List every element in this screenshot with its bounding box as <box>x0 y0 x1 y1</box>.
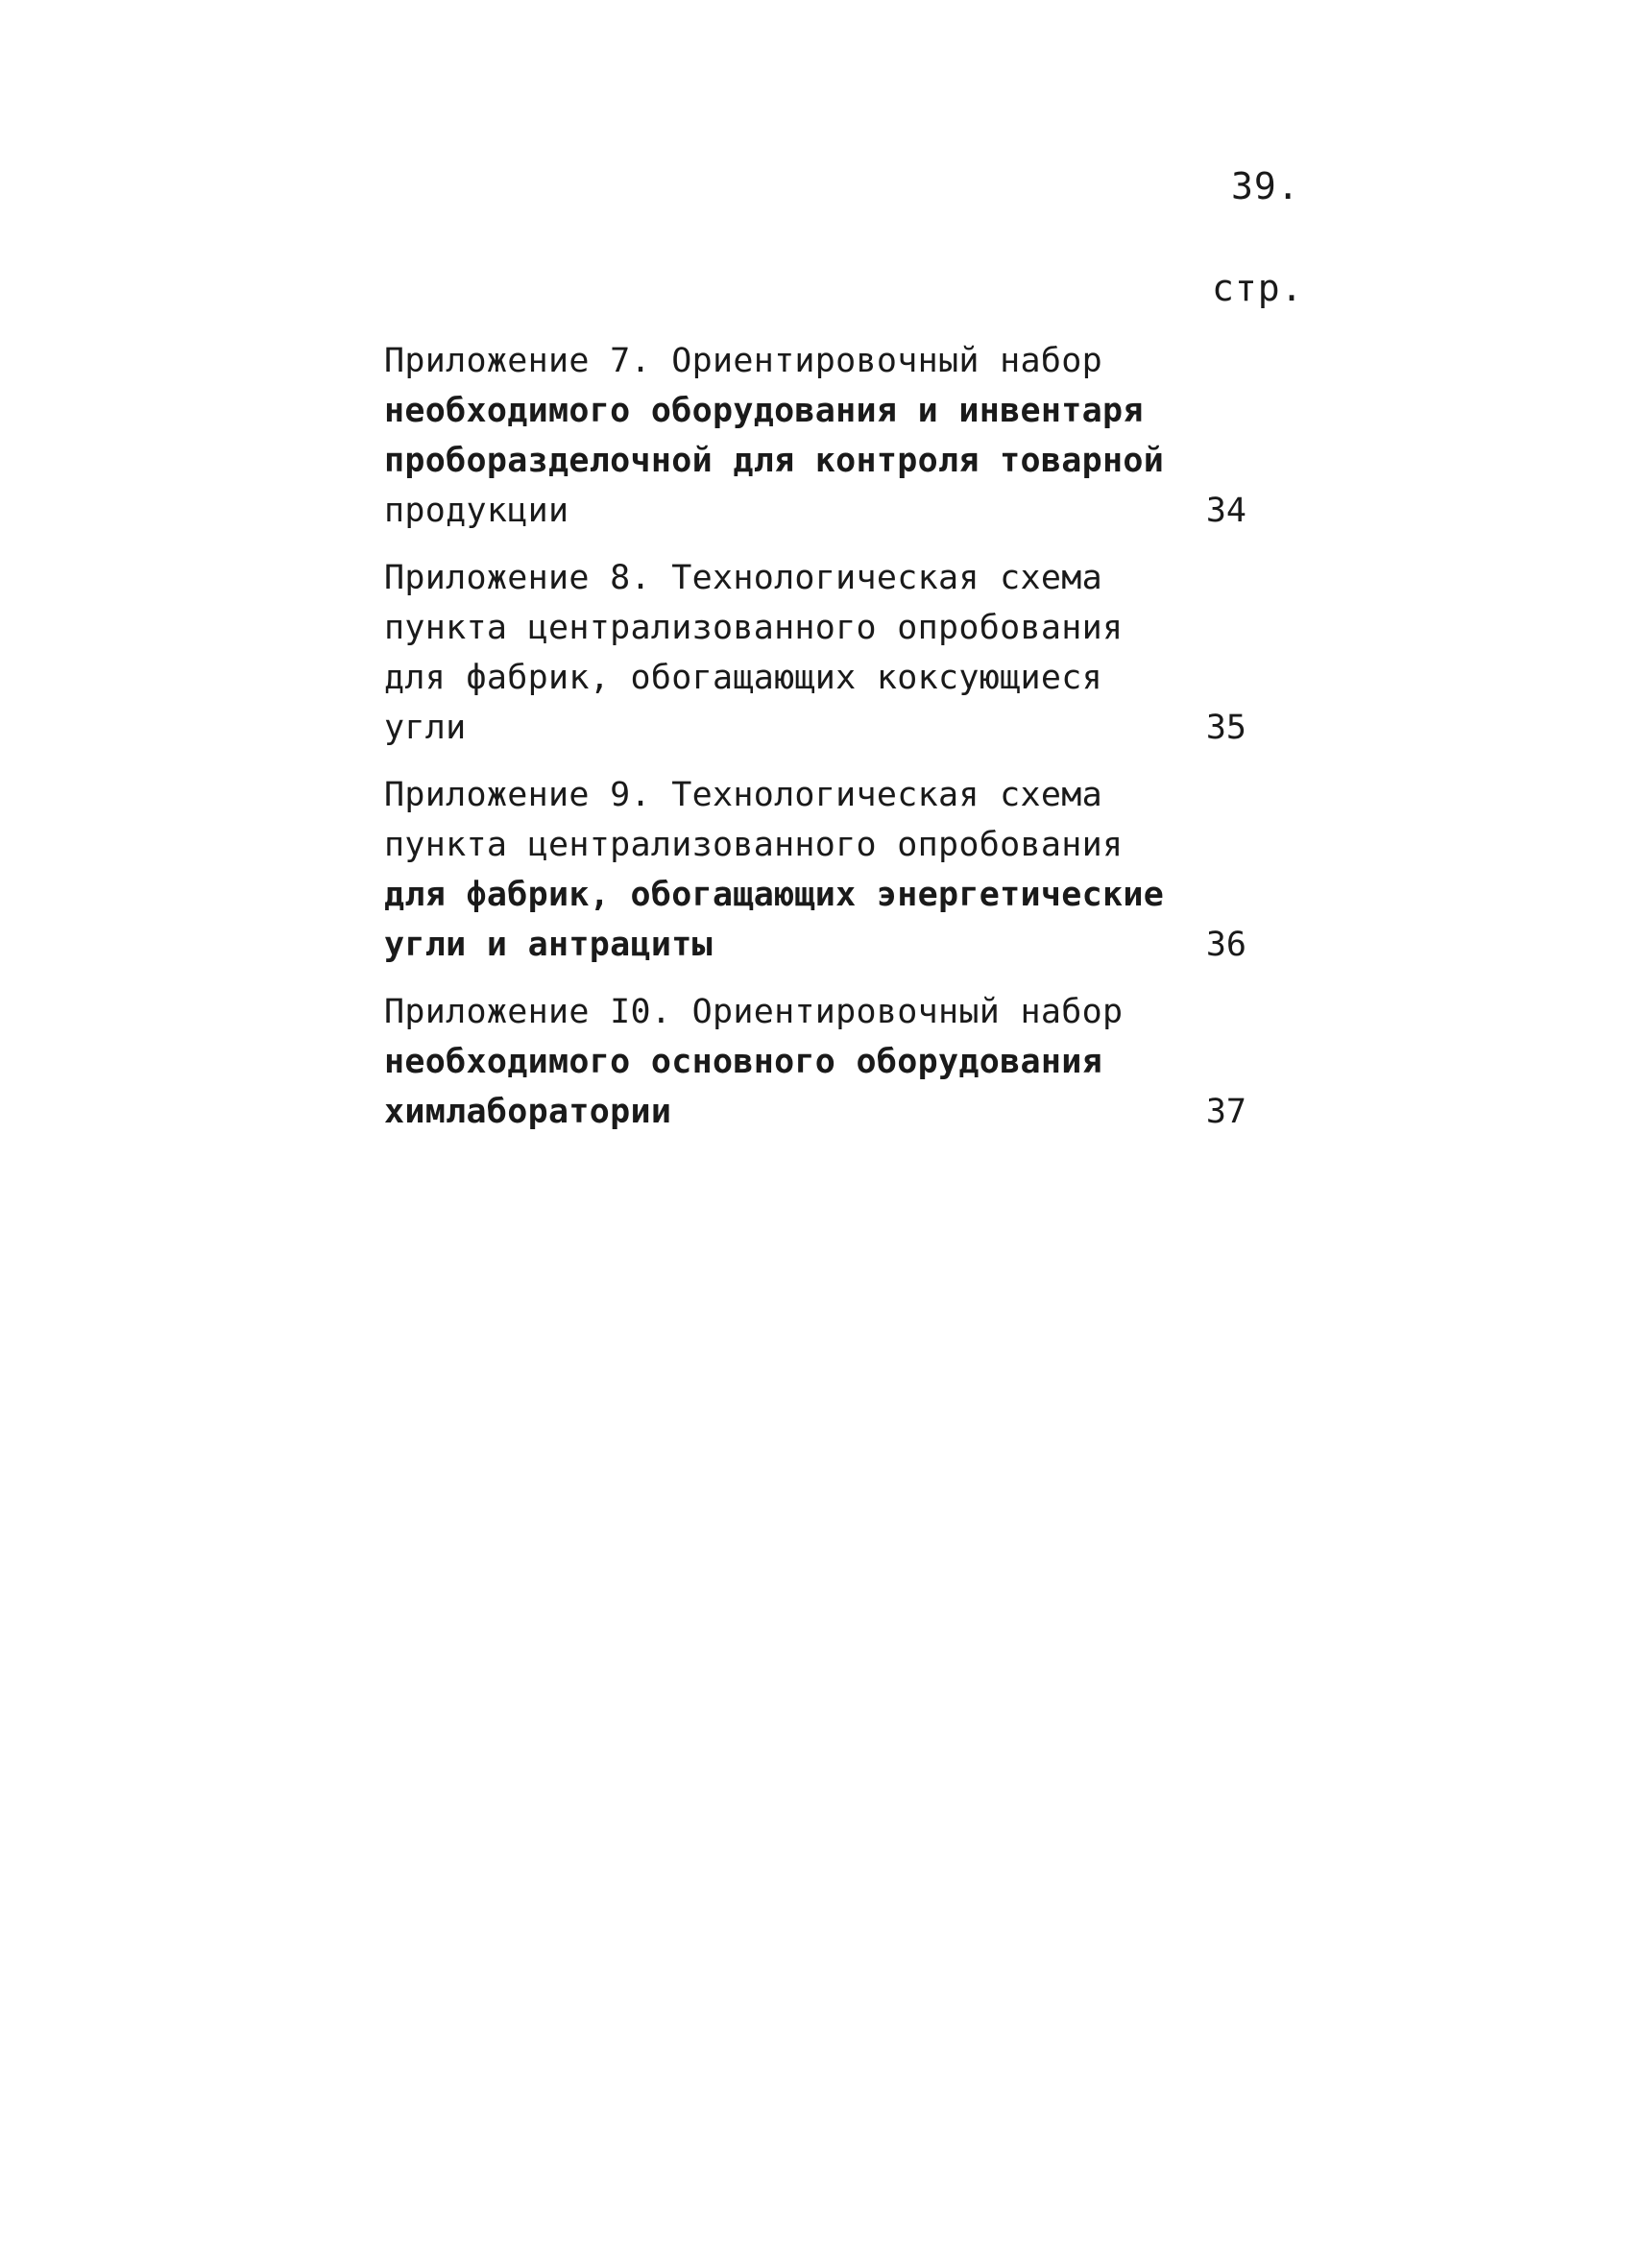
toc-entry-page-number: 35 <box>1205 709 1246 747</box>
toc-entry-page-number: 34 <box>1205 492 1246 530</box>
toc-entry-appendix-7 <box>384 336 1306 536</box>
toc-entry-line: угли и антрациты <box>384 926 713 964</box>
page-number: 39. <box>1231 165 1300 207</box>
page-column-label: стр. <box>1212 267 1304 309</box>
toc-entry-line: для фабрик, обогащающих коксующиеся <box>384 659 1103 697</box>
toc-entry-appendix-9 <box>384 770 1306 970</box>
toc-entry-appendix-8 <box>384 553 1306 753</box>
toc-entry-line: Приложение 7. Ориентировочный набор <box>384 342 1103 380</box>
toc-entry-line: пункта централизованного опробования <box>384 826 1124 864</box>
table-of-contents <box>384 336 1306 1154</box>
toc-entry-line: продукции <box>384 492 569 530</box>
toc-entry-line: пункта централизованного опробования <box>384 609 1124 647</box>
toc-entry-line: угли <box>384 709 467 747</box>
toc-entry-page-number: 36 <box>1205 926 1246 964</box>
toc-entry-page-number: 37 <box>1205 1093 1246 1131</box>
toc-entry-appendix-10 <box>384 987 1306 1137</box>
toc-entry-line: Приложение 8. Технологическая схема <box>384 559 1103 597</box>
toc-entry-line: необходимого основного оборудования <box>384 1043 1103 1081</box>
toc-entry-line: Приложение 9. Технологическая схема <box>384 776 1103 814</box>
toc-entry-line: необходимого оборудования и инвентаря <box>384 392 1144 430</box>
toc-entry-line: для фабрик, обогащающих энергетические <box>384 876 1165 914</box>
toc-entry-line: Приложение I0. Ориентировочный набор <box>384 993 1124 1031</box>
toc-entry-line: химлаборатории <box>384 1093 672 1131</box>
toc-entry-line: проборазделочной для контроля товарной <box>384 442 1165 480</box>
